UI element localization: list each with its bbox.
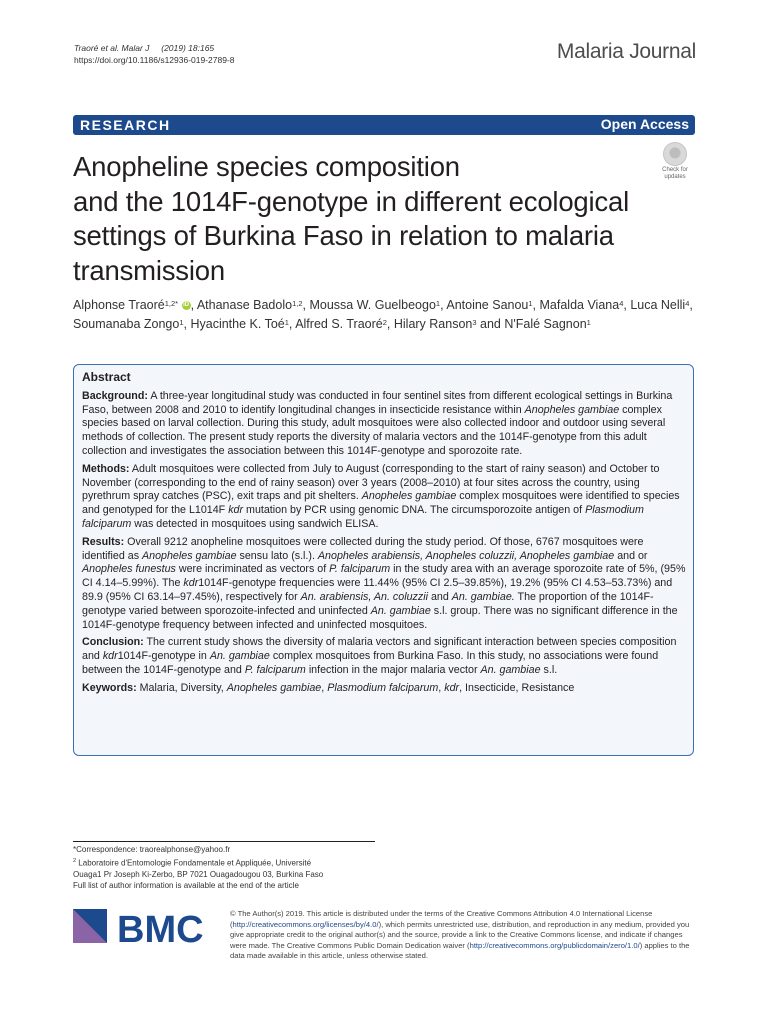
footnote-divider	[73, 841, 375, 842]
full-author-info-note: Full list of author information is available at the end of the article	[73, 881, 299, 891]
author-name: Alfred S. Traoré	[295, 317, 383, 331]
check-updates-line1: Check for	[662, 167, 688, 173]
abstract-methods: Methods: Adult mosquitoes were collected from July to August (corresponding to the start of rainy season) and October to November (corresponding to the end of rainy season) over 3 years (2008–2010) at four sites across the country, using pyrethrum spray catches (PSC), exit traps and pit shelters. Anopheles gambiae complex mosquitoes were identified to species and genotyped for the L1014F kdr mutation by PCR using genomic DNA. The circumsporozoite antigen of Plasmodium falciparum was detected in mosquitoes using sandwich ELISA.	[82, 462, 680, 530]
abstract-keywords: Keywords: Malaria, Diversity, Anopheles gambiae, Plasmodium falciparum, kdr, Insecticide, Resistance	[82, 681, 575, 694]
abstract-conclusion: Conclusion: The current study shows the diversity of malaria vectors and significant interaction between species composition and kdr1014F-genotype in An. gambiae complex mosquitoes from Burkina Faso. In this study, no associations were found between the 1014F-genotype and P. falciparum infection in the major malaria vector An. gambiae s.l.	[82, 636, 677, 676]
author-name: N'Falé Sagnon	[504, 317, 587, 331]
abstract-background: Background: A three-year longitudinal study was conducted in four sentinel sites from different ecological settings in Burkina Faso, between 2008 and 2010 to identify longitudinal changes in insecticide resistance within Anopheles gambiae complex species based on larval collection. During this study, adult mosquitoes were also collected indoor and outdoor using several methods of collection. The present study reports the diversity of malaria vectors and the 1014F-genotype from this adult collection and investigates the association between this 1014F-genotype and sporozoite rate.	[82, 389, 673, 457]
doi-link[interactable]: https://doi.org/10.1186/s12936-019-2789-8	[74, 55, 235, 65]
open-access-label: Open Access	[600, 116, 689, 132]
bmc-logo	[73, 909, 215, 949]
author-name: Mafalda Viana	[539, 298, 620, 312]
section-banner	[73, 115, 695, 135]
cc-by-link[interactable]: http://creativecommons.org/licenses/by/4.0/	[232, 919, 379, 929]
author-name: Moussa W. Guelbeogo	[309, 298, 436, 312]
journal-name: Malaria Journal	[556, 40, 696, 63]
author-name: Hyacinthe K. Toé	[190, 317, 285, 331]
affiliation: $^2$ Laboratoire d'Entomologie Fondamentale et Appliquée, Université	[73, 857, 312, 868]
correspondence: *Correspondence: traorealphonse@yahoo.fr	[73, 845, 231, 854]
title-line: Anopheline species composition	[73, 151, 460, 182]
author-name: Soumanaba Zongo	[73, 317, 180, 331]
author-name: Luca Nelli	[630, 298, 686, 312]
affiliation-cont: Ouaga1 Pr Joseph Ki-Zerbo, BP 7021 Ouagadougou 03, Burkina Faso	[73, 869, 324, 879]
citation-header	[74, 42, 235, 66]
abstract-box	[73, 364, 694, 756]
title-line: settings of Burkina Faso in relation to malaria	[73, 220, 614, 251]
orcid-icon[interactable]: iD	[183, 302, 190, 309]
license-statement: © The Author(s) 2019. This article is distributed under the terms of the Creative Commons Attribution 4.0 International License (http://creativecommons.org/licenses/by/4.0/), which permits unrestricted use, distribution, and reproduction in any medium, provided you give appropriate credit to the original author(s) and the source, provide a link to the Creative Commons license, and indicate if changes were made. The Creative Commons Public Domain Dedication waiver (http://creativecommons.org/publicdomain/zero/1.0/) applies to the data made available in this article, unless otherwise stated.	[230, 909, 690, 961]
citation-year-volume: (2019) 18:165	[161, 43, 215, 53]
title-line: transmission	[73, 254, 225, 286]
section-label: RESEARCH	[80, 117, 171, 133]
check-updates-icon	[663, 142, 687, 166]
abstract-results: Results: Overall 9212 anopheline mosquitoes were collected during the study period. Of those, 6767 mosquitoes were identified as Anopheles gambiae sensu lato (s.l.). Anopheles arabiensis, Anopheles coluzzii, Anopheles gambiae and or Anopheles funestus were incriminated as vectors of P. falciparum in the study area with an average sporozoite rate of 5%, (95% CI 4.14–5.99%). The kdr1014F-genotype frequencies were 11.44% (95% CI 2.5–39.85%), 19.2% (95% CI 4.53–53.73%) and 89.9 (95% CI 63.14–97.45%), respectively for An. arabiensis, An. coluzzii and An. gambiae. The proportion of the 1014F-genotype varied between sporozoite-infected and uninfected An. gambiae s.l. group. There was no significant difference in the 1014F-genotype frequency between infected and uninfected mosquitoes.	[82, 535, 686, 631]
author-name: Antoine Sanou	[446, 298, 529, 312]
cc-zero-link[interactable]: http://creativecommons.org/publicdomain/zero/1.0/	[469, 940, 640, 950]
article-title	[73, 150, 653, 288]
footnotes	[73, 844, 383, 892]
check-for-updates-badge[interactable]	[656, 142, 694, 180]
abstract-heading: Abstract	[82, 370, 131, 384]
check-updates-line2: updates	[664, 174, 686, 180]
author-name: Hilary Ranson	[393, 317, 473, 331]
bmc-logo-text: BMC	[117, 909, 204, 949]
citation-authors: Traoré et al. Malar J	[74, 43, 150, 53]
author-list: Alphonse Traoré$^{1,2*}$ iD , Athanase Badolo$^{1,2}$, Moussa W. Guelbeogo$^1$, Antoine Sanou$^1$, Mafalda Viana$^4$, Luca Nelli$^4$, Soumanaba Zongo$^1$, Hyacinthe K. Toé$^1$, Alfred S. Traoré$^2$, Hilary Ranson$^3$ and N'Falé Sagnon$^1$	[73, 298, 693, 331]
author-name: Alphonse Traoré	[73, 298, 165, 312]
author-name: Athanase Badolo	[196, 298, 293, 312]
title-line: and the 1014F-genotype in different ecological	[73, 185, 629, 217]
